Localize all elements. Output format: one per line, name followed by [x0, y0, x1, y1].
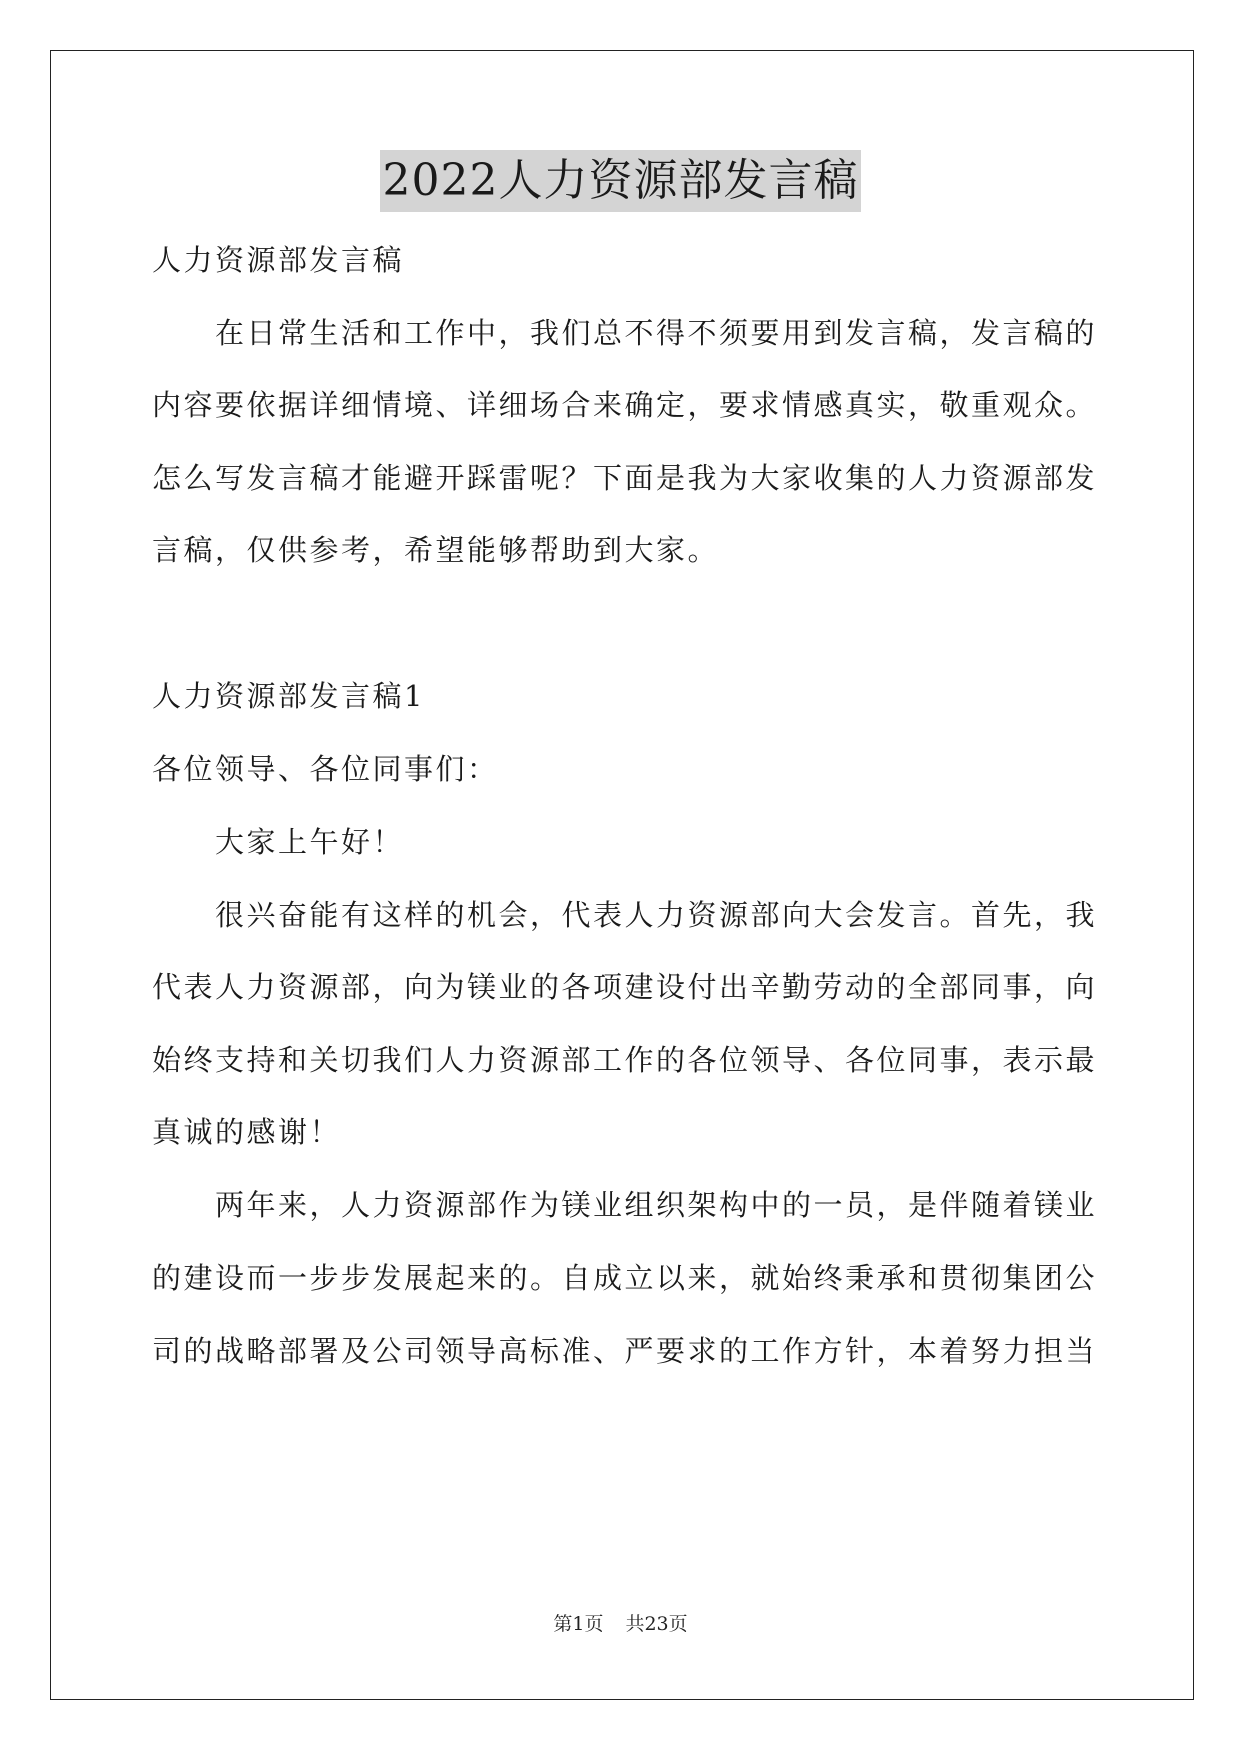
paragraph-line: 的建设而一步步发展起来的。自成立以来，就始终秉承和贯彻集团公 [152, 1261, 1098, 1295]
section-heading: 人力资源部发言稿 [152, 243, 405, 277]
page-footer [0, 1610, 1241, 1638]
paragraph-line: 代表人力资源部，向为镁业的各项建设付出辛勤劳动的全部同事，向 [152, 970, 1098, 1004]
paragraph-line: 怎么写发言稿才能避开踩雷呢？下面是我为大家收集的人力资源部发 [152, 461, 1098, 495]
paragraph-line: 两年来，人力资源部作为镁业组织架构中的一员，是伴随着镁业 [215, 1188, 1098, 1222]
salutation: 各位领导、各位同事们： [152, 752, 499, 786]
paragraph-line: 在日常生活和工作中，我们总不得不须要用到发言稿，发言稿的 [215, 316, 1098, 350]
paragraph-line: 言稿，仅供参考，希望能够帮助到大家。 [152, 533, 720, 567]
paragraph-line: 很兴奋能有这样的机会，代表人力资源部向大会发言。首先，我 [215, 898, 1098, 932]
section-heading: 人力资源部发言稿1 [152, 679, 425, 713]
document-title: 2022人力资源部发言稿 [380, 150, 862, 212]
paragraph-line: 司的战略部署及公司领导高标准、严要求的工作方针，本着努力担当 [152, 1334, 1098, 1368]
page-total: 共23页 [625, 1613, 688, 1635]
paragraph-line: 始终支持和关切我们人力资源部工作的各位领导、各位同事，表示最 [152, 1043, 1098, 1077]
page-number: 第1页 [553, 1613, 604, 1635]
paragraph-line: 真诚的感谢！ [152, 1115, 342, 1149]
title-container [0, 150, 1241, 212]
paragraph-line: 内容要依据详细情境、详细场合来确定，要求情感真实，敬重观众。 [152, 388, 1098, 422]
page-border [50, 50, 1194, 1700]
greeting: 大家上午好！ [215, 825, 405, 859]
